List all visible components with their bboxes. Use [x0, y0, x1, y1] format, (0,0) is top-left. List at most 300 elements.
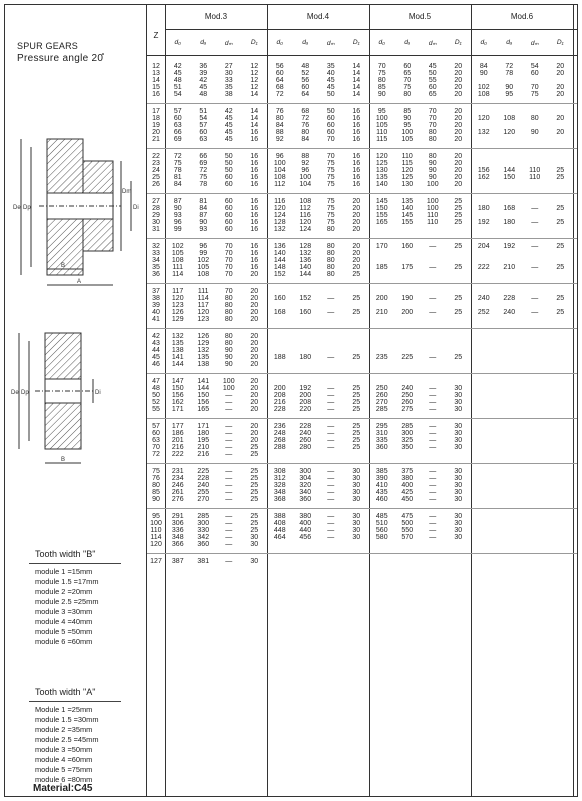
table-cell: 456 — [299, 534, 312, 542]
fig1-label-dp: Dp — [23, 205, 31, 211]
table-cell: 110 — [376, 129, 388, 137]
table-cell: 141 — [197, 378, 210, 385]
column-header: dₘ — [326, 40, 335, 47]
table-cell: 570 — [401, 534, 414, 542]
z-value: 95 — [152, 513, 160, 520]
table-cell: 550 — [401, 527, 414, 535]
table-cell: 25 — [352, 295, 361, 303]
table-cell: 84 — [275, 122, 284, 130]
table-cell: 75 — [326, 160, 335, 168]
table-cell: 16 — [352, 122, 361, 130]
table-cell: 25 — [454, 295, 463, 303]
z-value: 14 — [152, 77, 160, 85]
table-cell: 200 — [375, 295, 388, 303]
group-rule — [147, 193, 577, 194]
table-cell: 25 — [352, 385, 361, 393]
table-cell: 280 — [299, 444, 312, 452]
table-cell: 90 — [505, 84, 514, 92]
table-cell: 20 — [352, 219, 361, 227]
table-cell: — — [327, 482, 335, 490]
table-cell: 45 — [224, 129, 233, 137]
table-cell: 55 — [428, 77, 437, 85]
table-cell: 20 — [352, 198, 361, 205]
table-cell: 475 — [401, 513, 414, 520]
table-cell: 20 — [556, 115, 565, 123]
table-cell: 25 — [454, 243, 463, 250]
z-value: 48 — [152, 385, 160, 393]
table-cell: 96 — [275, 153, 284, 160]
table-cell: 93 — [199, 226, 208, 234]
table-cell: 105 — [197, 264, 210, 272]
table-cell: 180 — [477, 205, 490, 213]
list-item: module 1 =15mm — [35, 567, 93, 576]
table-cell: — — [225, 534, 233, 542]
table-cell: 25 — [454, 354, 463, 362]
table-cell: 105 — [401, 136, 414, 144]
table-cell: 27 — [224, 63, 233, 70]
table-cell: 126 — [197, 333, 210, 340]
table-cell: — — [429, 468, 437, 475]
table-cell: 135 — [375, 174, 388, 182]
table-cell: 152 — [273, 271, 286, 279]
plain-gear-drawing — [9, 327, 143, 477]
table-cell: 260 — [375, 392, 388, 400]
table-cell: 20 — [250, 378, 259, 385]
table-cell: 90 — [224, 361, 233, 369]
table-cell: 48 — [301, 63, 310, 70]
table-cell: 96 — [199, 243, 208, 250]
table-cell: 36 — [199, 63, 208, 70]
table-cell: 60 — [224, 198, 233, 205]
table-cell: 30 — [352, 496, 361, 504]
table-cell: 80 — [224, 333, 233, 340]
table-cell: 261 — [171, 489, 184, 497]
table-cell: 20 — [250, 347, 259, 355]
table-cell: 81 — [199, 198, 208, 205]
table-cell: 16 — [250, 257, 259, 265]
z-value: 19 — [152, 122, 160, 130]
table-cell: 20 — [556, 84, 565, 92]
table-cell: 76 — [275, 108, 284, 115]
table-cell: 114 — [172, 271, 184, 279]
z-value: 29 — [152, 212, 160, 220]
table-cell: 80 — [224, 340, 233, 348]
fig1-label-a: A — [77, 279, 82, 285]
table-cell: 125 — [375, 160, 388, 168]
table-cell: 162 — [171, 399, 184, 407]
table-cell: 306 — [171, 520, 184, 528]
table-cell: 222 — [477, 264, 490, 272]
table-cell: 16 — [250, 181, 259, 189]
table-cell: 192 — [477, 219, 490, 227]
table-cell: 80 — [428, 153, 437, 160]
z-value: 80 — [152, 482, 160, 490]
table-cell: 42 — [224, 108, 233, 115]
table-cell: 45 — [326, 84, 335, 92]
table-cell: 70 — [224, 288, 233, 295]
table-cell: 104 — [299, 181, 312, 189]
table-cell: 16 — [250, 205, 259, 213]
table-cell: 25 — [250, 513, 259, 520]
table-cell: 210 — [375, 309, 388, 317]
table-cell: 80 — [326, 264, 335, 272]
table-cell: 20 — [250, 399, 259, 407]
table-cell: 16 — [352, 108, 361, 115]
table-cell: 320 — [299, 482, 312, 490]
table-cell: 115 — [401, 160, 413, 168]
table-cell: — — [225, 437, 233, 445]
table-cell: 240 — [401, 385, 414, 393]
group-rule — [147, 283, 577, 284]
table-cell: 20 — [454, 70, 463, 78]
table-cell: — — [531, 264, 539, 272]
table-cell: 30 — [352, 468, 361, 475]
table-cell: 30 — [454, 513, 463, 520]
table-cell: 160 — [273, 295, 286, 303]
table-cell: 80 — [326, 250, 335, 258]
table-cell: 216 — [171, 444, 184, 452]
table-cell: 270 — [197, 496, 210, 504]
z-value: 36 — [152, 271, 160, 279]
table-cell: 275 — [401, 406, 414, 414]
table-cell: 135 — [401, 198, 414, 205]
z-value: 46 — [152, 361, 160, 369]
table-cell: 60 — [224, 212, 233, 220]
table-cell: 288 — [273, 444, 286, 452]
table-cell: — — [327, 399, 335, 407]
table-cell: 14 — [250, 115, 259, 123]
table-cell: 110 — [401, 153, 413, 160]
table-cell: 35 — [326, 63, 335, 70]
table-cell: 16 — [250, 243, 259, 250]
table-cell: 308 — [273, 468, 286, 475]
table-cell: 92 — [275, 136, 284, 144]
table-cell: 140 — [375, 181, 388, 189]
table-cell: 100 — [426, 205, 439, 213]
table-cell: 75 — [326, 205, 335, 213]
table-cell: — — [327, 496, 335, 504]
table-cell: 16 — [352, 129, 361, 137]
table-cell: 425 — [401, 489, 414, 497]
table-cell: 110 — [427, 212, 439, 220]
table-cell: — — [225, 489, 233, 497]
table-cell: 33 — [224, 77, 233, 85]
table-cell: 14 — [250, 108, 259, 115]
table-cell: — — [429, 496, 437, 504]
fig2-label-dp: Dp — [21, 390, 29, 396]
table-cell: — — [327, 520, 335, 528]
table-cell: — — [429, 392, 437, 400]
table-cell: 123 — [197, 316, 210, 324]
table-cell: 300 — [197, 520, 210, 528]
list-item: module 4 =40mm — [35, 617, 93, 626]
z-value: 43 — [152, 340, 160, 348]
table-cell: — — [531, 295, 539, 303]
table-cell: 80 — [428, 136, 437, 144]
table-cell: 360 — [197, 541, 210, 549]
table-cell: — — [225, 496, 233, 504]
column-header: D₁ — [556, 39, 564, 46]
table-cell: 435 — [375, 489, 388, 497]
table-cell: — — [429, 475, 437, 483]
list-item: module 3 =50mm — [35, 745, 93, 754]
table-cell: 201 — [171, 437, 184, 445]
table-cell: 45 — [326, 77, 335, 85]
table-cell: 30 — [454, 520, 463, 528]
table-cell: — — [225, 527, 233, 535]
table-cell: 20 — [454, 84, 463, 92]
column-header: dₐ — [506, 39, 513, 46]
table-cell: — — [429, 534, 437, 542]
list-item: module 5 =75mm — [35, 765, 93, 774]
table-cell: 240 — [299, 430, 312, 438]
table-cell: 30 — [250, 541, 259, 549]
table-cell: 75 — [403, 84, 412, 92]
table-cell: 120 — [299, 219, 312, 227]
table-cell: 80 — [403, 91, 412, 99]
table-cell: 387 — [171, 558, 184, 565]
z-value: 28 — [152, 205, 160, 213]
fig1-label-de: De — [13, 205, 21, 211]
table-cell: — — [327, 513, 335, 520]
table-cell: 25 — [352, 392, 361, 400]
table-cell: 90 — [173, 205, 182, 213]
list-item: module 2 =35mm — [35, 725, 93, 734]
table-cell: 108 — [299, 198, 312, 205]
table-cell: 60 — [224, 226, 233, 234]
table-cell: 20 — [352, 264, 361, 272]
table-cell: 66 — [173, 129, 182, 137]
table-cell: 20 — [454, 181, 463, 189]
table-cell: 248 — [273, 430, 286, 438]
table-cell: 132 — [299, 250, 312, 258]
tooth-width-a-title: Tooth width "A" — [35, 687, 96, 697]
table-cell: 170 — [375, 243, 388, 250]
table-cell: 80 — [224, 309, 233, 317]
table-cell: — — [429, 354, 437, 362]
table-cell: — — [327, 527, 335, 535]
table-cell: 140 — [401, 205, 414, 213]
table-cell: 204 — [477, 243, 490, 250]
z-value: 42 — [152, 333, 160, 340]
table-cell: 20 — [556, 70, 565, 78]
table-cell: 102 — [477, 84, 490, 92]
table-cell: 104 — [273, 167, 286, 175]
table-cell: 156 — [477, 167, 490, 175]
table-cell: 155 — [375, 212, 388, 220]
list-item: module 6 =60mm — [35, 637, 93, 646]
divider — [29, 563, 121, 564]
tooth-width-b-list — [35, 567, 98, 647]
z-value: 23 — [152, 160, 160, 168]
table-cell: 90 — [428, 174, 437, 182]
table-cell: 93 — [173, 212, 182, 220]
table-cell: 100 — [222, 378, 235, 385]
table-cell: 30 — [454, 423, 463, 430]
table-cell: 14 — [250, 91, 259, 99]
table-cell: 188 — [273, 354, 286, 362]
group-rule — [147, 508, 577, 509]
table-cell: 85 — [377, 84, 386, 92]
module-divider — [471, 5, 472, 796]
table-cell: 310 — [375, 430, 388, 438]
list-item: module 6 =80mm — [35, 775, 93, 784]
table-cell: 195 — [197, 437, 210, 445]
table-cell: 25 — [556, 243, 565, 250]
table-cell: 80 — [224, 302, 233, 310]
table-cell: 250 — [375, 385, 388, 393]
table-cell: — — [429, 489, 437, 497]
table-cell: — — [429, 399, 437, 407]
table-cell: 380 — [299, 513, 312, 520]
table-cell: 108 — [197, 271, 210, 279]
gear-dimension-table — [147, 5, 577, 796]
table-cell: 30 — [454, 444, 463, 452]
table-cell: 366 — [171, 541, 184, 549]
table-cell: 225 — [197, 468, 210, 475]
table-cell: 90 — [224, 354, 233, 362]
table-cell: 105 — [171, 250, 184, 258]
z-value: 34 — [152, 257, 160, 265]
table-cell: 100 — [375, 115, 388, 123]
table-cell: 240 — [477, 295, 490, 303]
table-cell: — — [225, 482, 233, 490]
table-cell: 30 — [454, 489, 463, 497]
table-cell: 72 — [173, 153, 182, 160]
table-cell: 135 — [197, 354, 210, 362]
table-cell: — — [225, 520, 233, 528]
table-cell: 108 — [503, 115, 516, 123]
group-rule — [147, 553, 577, 554]
table-cell: 39 — [199, 70, 208, 78]
table-cell: 190 — [401, 295, 414, 303]
table-cell: 25 — [556, 219, 565, 227]
column-header: D₁ — [352, 39, 360, 46]
header-rule — [147, 55, 577, 56]
table-cell: 25 — [454, 212, 463, 220]
table-cell: 70 — [428, 115, 437, 123]
z-value: 47 — [152, 378, 160, 385]
table-cell: 20 — [250, 406, 259, 414]
table-cell: 96 — [301, 167, 310, 175]
table-cell: 30 — [454, 482, 463, 490]
table-cell: 25 — [352, 406, 361, 414]
table-cell: 16 — [250, 129, 259, 137]
table-cell: 20 — [556, 63, 565, 70]
table-cell: — — [429, 482, 437, 490]
table-cell: 14 — [352, 70, 361, 78]
table-cell: 20 — [250, 316, 259, 324]
z-value: 33 — [152, 250, 160, 258]
table-cell: 70 — [530, 84, 539, 92]
table-cell: 300 — [299, 468, 312, 475]
table-cell: 240 — [503, 309, 516, 317]
table-cell: 135 — [171, 340, 184, 348]
table-cell: 156 — [171, 392, 184, 400]
table-cell: — — [429, 513, 437, 520]
table-cell: 76 — [301, 122, 310, 130]
z-value: 13 — [152, 70, 160, 78]
table-cell: 30 — [454, 392, 463, 400]
table-cell: 368 — [273, 496, 286, 504]
table-cell: — — [225, 430, 233, 438]
table-cell: 20 — [250, 340, 259, 348]
table-cell: 580 — [375, 534, 388, 542]
table-cell: 90 — [403, 115, 412, 123]
table-cell: 72 — [199, 167, 208, 175]
table-cell: 132 — [197, 347, 210, 355]
table-cell: 25 — [250, 444, 259, 452]
table-cell: 105 — [375, 122, 388, 130]
table-cell: 20 — [454, 129, 463, 137]
z-value: 120 — [150, 541, 162, 549]
table-cell: 325 — [401, 437, 414, 445]
table-cell: 348 — [171, 534, 184, 542]
table-cell: 140 — [299, 264, 312, 272]
table-cell: 60 — [224, 181, 233, 189]
table-cell: 54 — [173, 91, 182, 99]
z-value: 40 — [152, 309, 160, 317]
z-value: 90 — [152, 496, 160, 504]
table-cell: 30 — [454, 534, 463, 542]
table-cell: 500 — [401, 520, 414, 528]
table-cell: 152 — [299, 295, 312, 303]
column-header: dₘ — [428, 40, 437, 47]
table-cell: 90 — [428, 167, 437, 175]
group-rule — [147, 103, 577, 104]
table-cell: 68 — [275, 84, 284, 92]
table-cell: 70 — [224, 250, 233, 258]
table-cell: 117 — [172, 288, 184, 295]
table-cell: 165 — [197, 406, 210, 414]
table-cell: 140 — [273, 250, 286, 258]
table-cell: 90 — [479, 70, 488, 78]
table-cell: 56 — [275, 63, 284, 70]
table-cell: — — [225, 558, 233, 565]
table-cell: 165 — [375, 219, 388, 227]
table-cell: — — [327, 309, 335, 317]
table-cell: 14 — [352, 91, 361, 99]
table-cell: 84 — [173, 181, 182, 189]
table-cell: 60 — [530, 70, 539, 78]
table-cell: — — [531, 309, 539, 317]
table-cell: 14 — [352, 63, 361, 70]
table-cell: 75 — [326, 181, 335, 189]
table-cell: — — [429, 520, 437, 528]
table-cell: 12 — [250, 70, 259, 78]
table-cell: 20 — [454, 122, 463, 130]
table-cell: 208 — [299, 399, 312, 407]
table-cell: 120 — [503, 129, 516, 137]
table-cell: 185 — [375, 264, 388, 272]
table-cell: 16 — [250, 160, 259, 168]
table-cell: 16 — [352, 181, 361, 189]
table-cell: 87 — [173, 198, 182, 205]
table-cell: 228 — [299, 423, 312, 430]
table-cell: 400 — [299, 520, 312, 528]
table-cell: 150 — [171, 385, 184, 393]
table-cell: 70 — [224, 264, 233, 272]
table-cell: 60 — [403, 63, 412, 70]
table-cell: 25 — [250, 468, 259, 475]
z-value: 57 — [152, 423, 160, 430]
table-cell: 70 — [428, 108, 437, 115]
z-value: 20 — [152, 129, 160, 137]
table-cell: 20 — [454, 77, 463, 85]
table-cell: 70 — [326, 153, 335, 160]
sheet-title: SPUR GEARS — [17, 41, 79, 51]
table-cell: 20 — [556, 91, 565, 99]
